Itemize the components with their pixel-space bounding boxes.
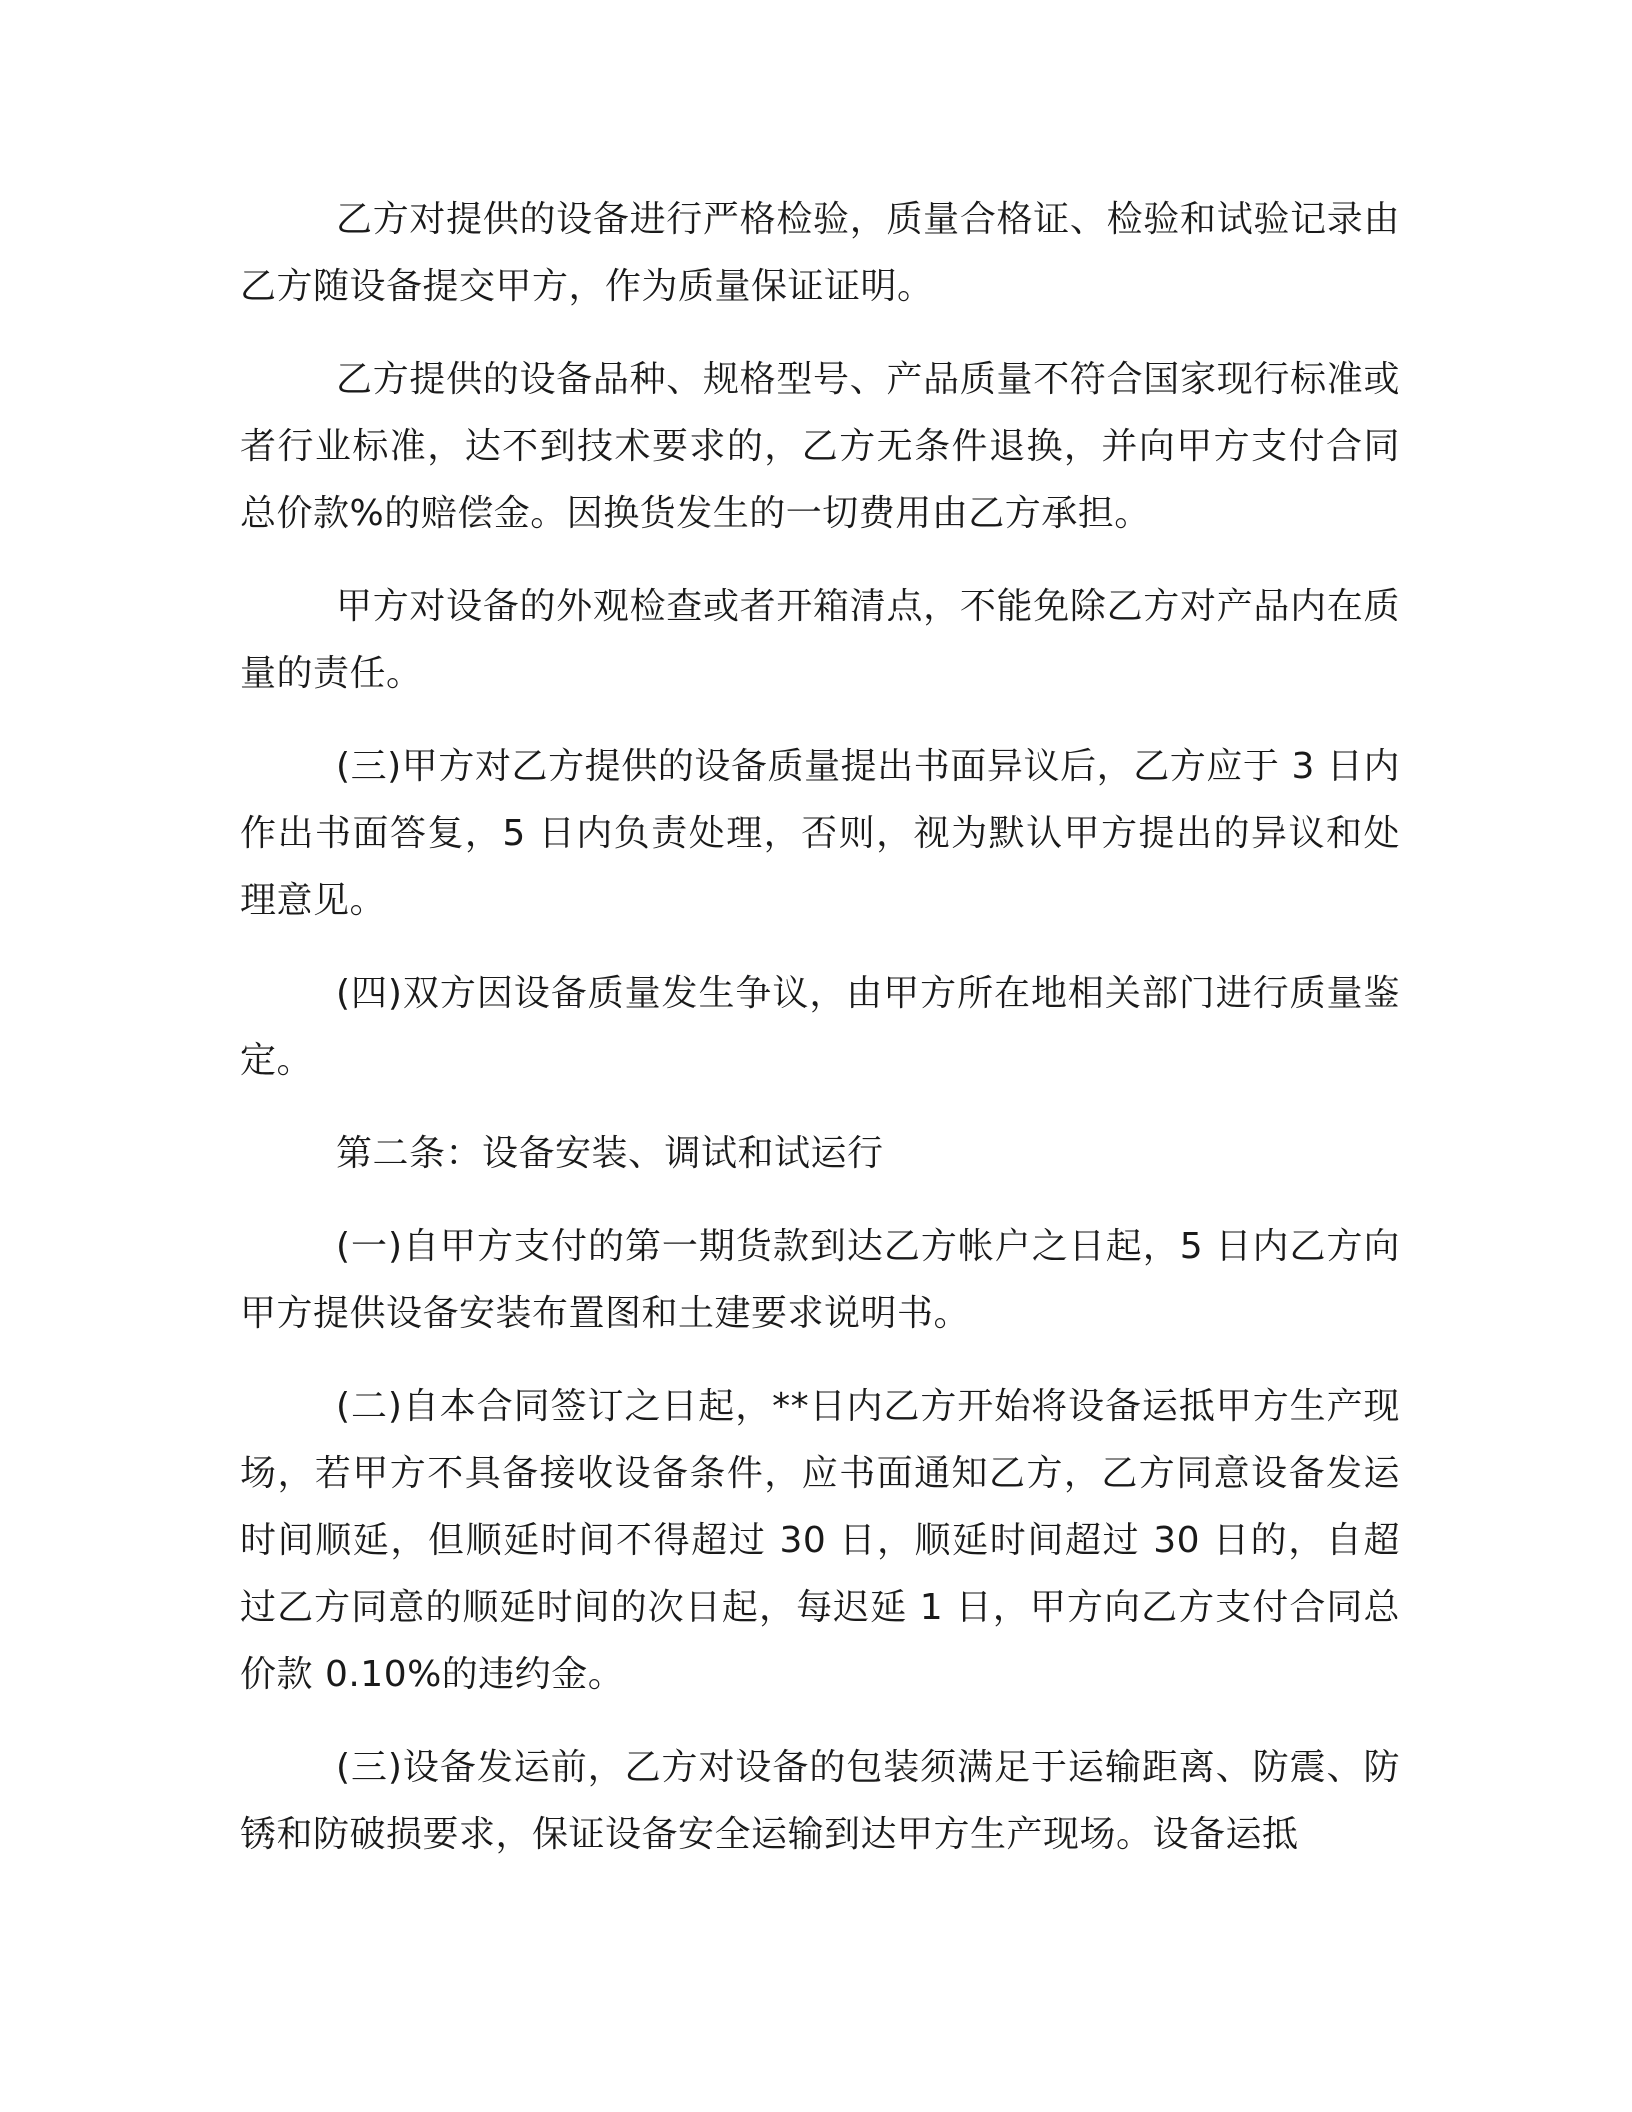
paragraph-appearance-check: 甲方对设备的外观检查或者开箱清点，不能免除乙方对产品内在质量的责任。 <box>240 586 1400 694</box>
document-body <box>240 186 1400 1894</box>
paragraph-dispute: (四)双方因设备质量发生争议，由甲方所在地相关部门进行质量鉴定。 <box>240 973 1400 1081</box>
paragraph-inspection: 乙方对提供的设备进行严格检验，质量合格证、检验和试验记录由乙方随设备提交甲方，作为质量保证证明。 <box>240 199 1400 307</box>
paragraph-packaging: (三)设备发运前，乙方对设备的包装须满足于运输距离、防震、防锈和防破损要求，保证设备安全运输到达甲方生产现场。设备运抵 <box>240 1747 1400 1855</box>
paragraph-delivery-schedule: (二)自本合同签订之日起，**日内乙方开始将设备运抵甲方生产现场，若甲方不具备接收设备条件，应书面通知乙方，乙方同意设备发运时间顺延，但顺延时间不得超过 30 日，顺延时间超过 30 日的，自超过乙方同意的顺延时间的次日起，每迟延 1 日，甲方向乙方支付合同总价款 0.10%的违约金。 <box>240 1386 1400 1695</box>
section-heading-article-2: 第二条：设备安装、调试和试运行 <box>336 1133 884 1174</box>
paragraph-installation-drawings: (一)自甲方支付的第一期货款到达乙方帐户之日起，5 日内乙方向甲方提供设备安装布置图和土建要求说明书。 <box>240 1226 1400 1334</box>
paragraph-nonconformity: 乙方提供的设备品种、规格型号、产品质量不符合国家现行标准或者行业标准，达不到技术要求的，乙方无条件退换，并向甲方支付合同总价款%的赔偿金。因换货发生的一切费用由乙方承担。 <box>240 359 1400 534</box>
paragraph-objection: (三)甲方对乙方提供的设备质量提出书面异议后，乙方应于 3 日内作出书面答复，5 日内负责处理，否则，视为默认甲方提出的异议和处理意见。 <box>240 746 1400 921</box>
